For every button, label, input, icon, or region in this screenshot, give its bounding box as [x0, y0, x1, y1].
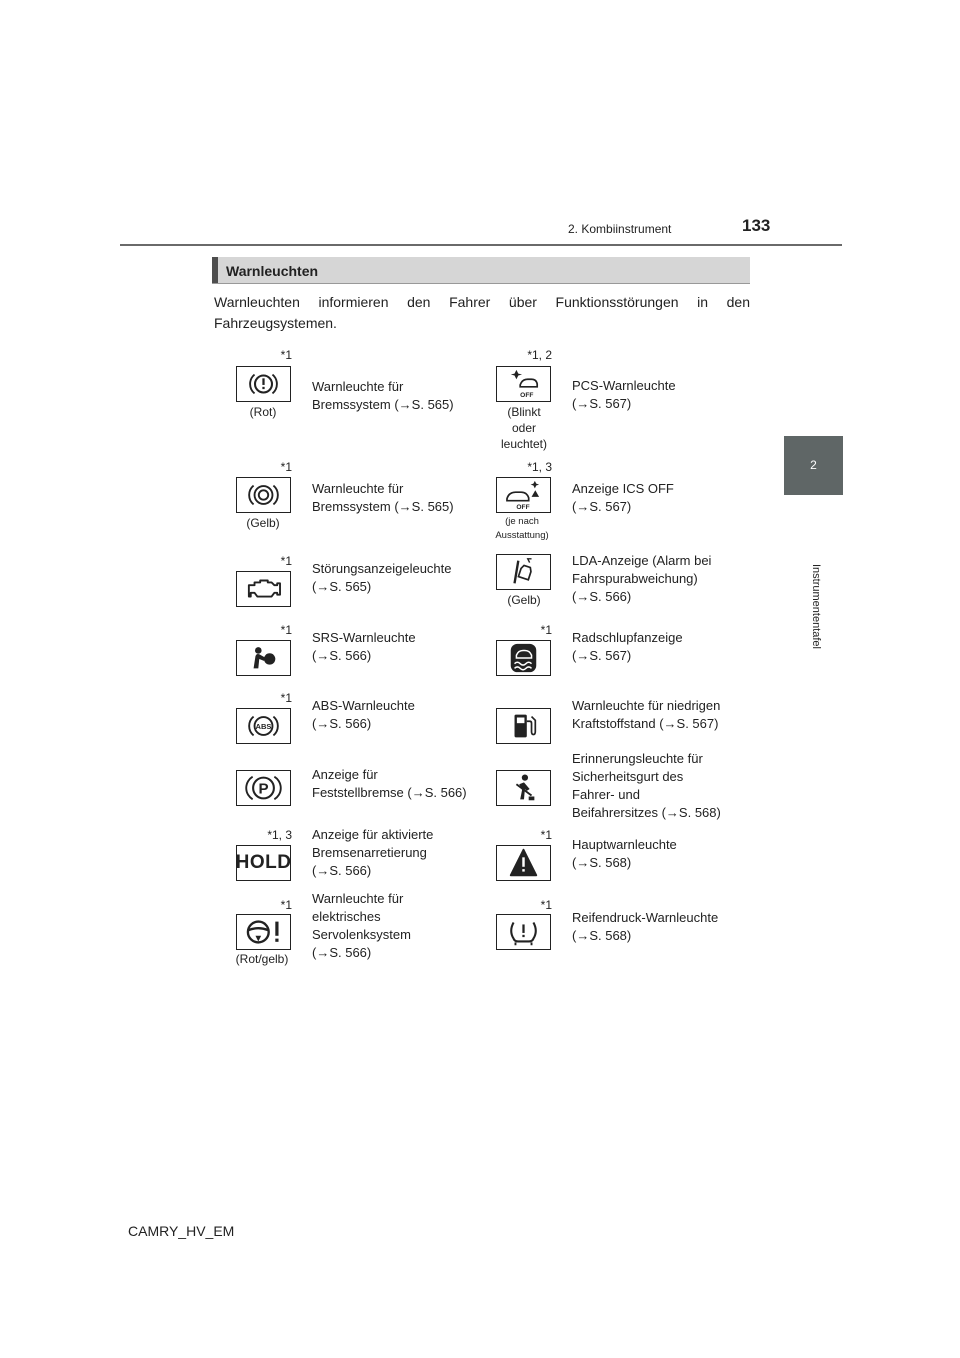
svg-text:OFF: OFF: [516, 504, 530, 512]
tire-pressure-icon: [496, 914, 551, 950]
fuel-icon: [496, 708, 551, 744]
document-code: CAMRY_HV_EM: [128, 1223, 235, 1239]
footnote-marker: *1: [540, 828, 552, 842]
page-number: 133: [742, 216, 771, 235]
icon-caption: (Gelb): [246, 516, 280, 530]
indicator-description: SRS-Warnleuchte (→S. 566): [312, 630, 416, 663]
parking-brake-icon: [236, 770, 291, 806]
indicator-description: Warnleuchte für Bremssystem (→S. 565): [312, 379, 454, 412]
indicator-description: Reifendruck-Warnleuchte (→S. 568): [572, 910, 719, 943]
brake-warning-red-icon: [236, 366, 291, 402]
footnote-marker: *1: [280, 554, 292, 568]
svg-text:OFF: OFF: [520, 392, 534, 400]
footnote-marker: *1: [280, 348, 292, 362]
indicator-description: Anzeige ICS OFF (→S. 567): [572, 481, 674, 514]
indicator-description: Warnleuchte für niedrigen Kraftstoffstand (→S. 567): [572, 698, 721, 731]
seatbelt-icon: [496, 770, 551, 806]
lane-departure-icon: [496, 554, 551, 590]
chapter-tab-label: Instrumententafel: [810, 564, 822, 649]
indicator-description: Störungsanzeigeleuchte (→S. 565): [312, 561, 452, 594]
footnote-marker: *1: [540, 898, 552, 912]
indicator-description: PCS-Warnleuchte (→S. 567): [572, 378, 676, 411]
intro-paragraph: Warnleuchten informieren den Fahrer über Funktionsstörungen in den Fahrzeugsystemen.: [214, 294, 750, 331]
footnote-marker: *1, 2: [527, 348, 552, 362]
indicator-description: Erinnerungsleuchte für Sicherheitsgurt des Fahrer- und Beifahrersitzes (→S. 568): [572, 751, 721, 820]
footnote-marker: *1: [280, 691, 292, 705]
chapter-title: 2. Kombiinstrument: [568, 222, 672, 236]
footnote-marker: *1, 3: [527, 460, 552, 474]
icon-caption: (Gelb): [507, 593, 541, 607]
chapter-tab: 2: [784, 436, 843, 495]
icon-caption: (Rot/gelb): [235, 952, 289, 966]
brake-warning-yellow-icon: [236, 477, 291, 513]
indicator-description: Warnleuchte für elektrisches Servolenksystem (→S. 566): [312, 891, 411, 960]
slip-indicator-icon: [496, 640, 551, 676]
master-warning-icon: [496, 845, 551, 881]
indicator-description: ABS-Warnleuchte (→S. 566): [312, 698, 415, 731]
section-divider: [212, 283, 750, 284]
footnote-marker: *1, 3: [267, 828, 292, 842]
hold-icon: HOLD: [236, 845, 291, 881]
power-steering-icon: [236, 914, 291, 950]
engine-check-icon: [236, 571, 291, 607]
airbag-icon: [236, 640, 291, 676]
footnote-marker: *1: [280, 898, 292, 912]
icon-caption: (Rot): [249, 405, 277, 419]
indicator-description: Warnleuchte für Bremssystem (→S. 565): [312, 481, 454, 514]
footnote-marker: *1: [280, 623, 292, 637]
icon-caption: (Blinkt oder leuchtet): [500, 405, 548, 451]
ics-off-icon: [496, 477, 551, 513]
footnote-marker: *1: [280, 460, 292, 474]
svg-text:ABS: ABS: [255, 721, 272, 731]
header-divider: [120, 244, 842, 246]
indicator-description: Hauptwarnleuchte (→S. 568): [572, 837, 677, 870]
pcs-off-icon: [496, 366, 551, 402]
footnote-marker: *1: [540, 623, 552, 637]
icon-caption: (je nach Ausstattung): [495, 516, 549, 541]
indicator-description: LDA-Anzeige (Alarm bei Fahrspurabweichung) (→S. 566): [572, 553, 712, 604]
svg-text:P: P: [258, 780, 269, 798]
indicator-description: Anzeige für Feststellbremse (→S. 566): [312, 767, 467, 800]
section-title: Warnleuchten: [226, 263, 319, 279]
indicator-description: Anzeige für aktivierte Bremsenarretierung (→S. 566): [312, 827, 434, 878]
abs-icon: [236, 708, 291, 744]
indicator-description: Radschlupfanzeige (→S. 567): [572, 630, 683, 663]
